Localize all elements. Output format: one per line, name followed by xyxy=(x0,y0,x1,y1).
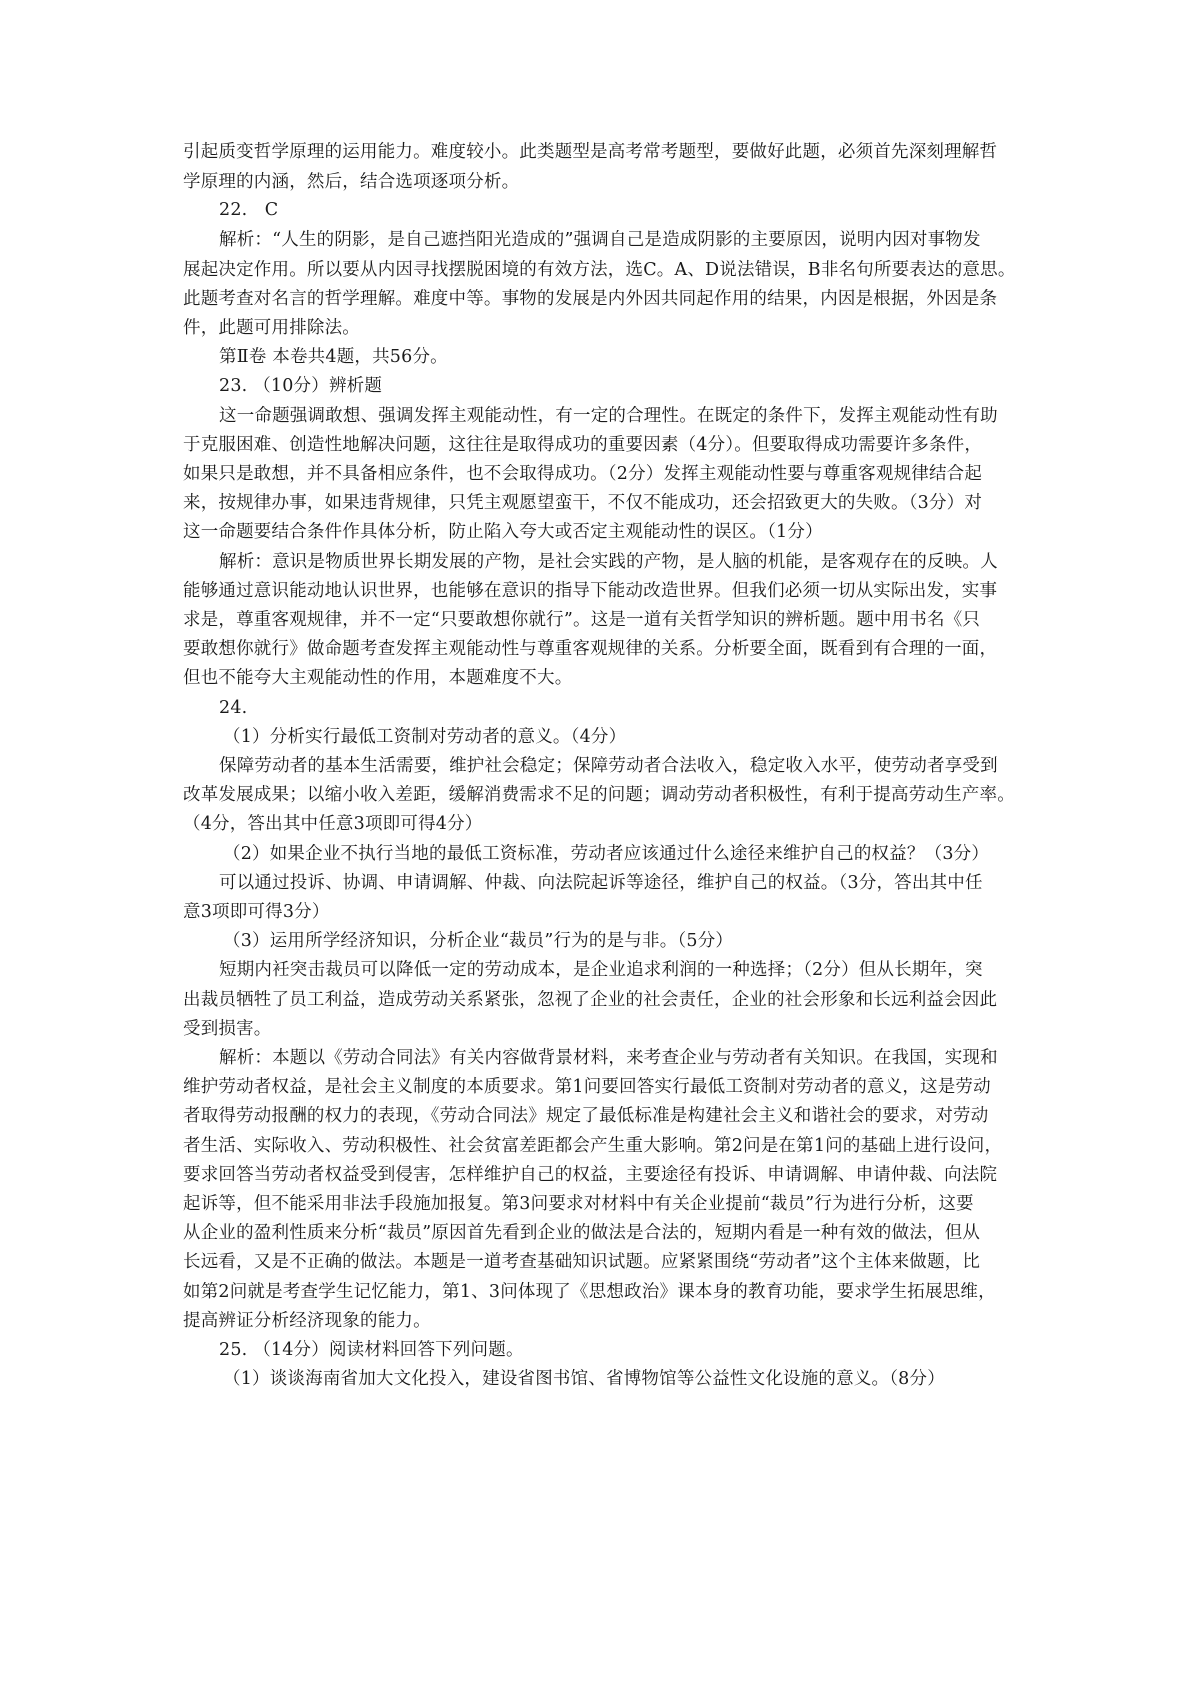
text-line: 于克服困难、创造性地解决问题，这往往是取得成功的重要因素（4分）。但要取得成功需要许多条件， xyxy=(183,435,983,455)
text-line: 如第2问就是考查学生记忆能力，第1、3问体现了《思想政治》课本身的教育功能，要求学生拓展思维， xyxy=(183,1282,996,1302)
text-line: 这一命题强调敢想、强调发挥主观能动性，有一定的合理性。在既定的条件下，发挥主观能动性有助 xyxy=(219,406,998,426)
text-line: 如果只是敢想，并不具备相应条件，也不会取得成功。（2分）发挥主观能动性要与尊重客观规律结合起 xyxy=(183,464,983,484)
text-line: 短期内衽突击裁员可以降低一定的劳动成本，是企业追求利润的一种选择；（2分）但从长期年，突 xyxy=(219,960,983,980)
text-line: 起诉等，但不能采用非法手段施加报复。第3问要求对材料中有关企业提前“裁员”行为进行分析，这要 xyxy=(183,1194,974,1214)
text-line: 从企业的盈利性质来分析“裁员”原因首先看到企业的做法是合法的，短期内看是一种有效的做法，但从 xyxy=(183,1223,981,1243)
text-line: 长远看，又是不正确的做法。本题是一道考查基础知识试题。应紧紧围绕“劳动者”这个主体来做题，比 xyxy=(183,1252,981,1272)
text-line: 此题考查对名言的哲学理解。难度中等。事物的发展是内外因共同起作用的结果，内因是根据，外因是条 xyxy=(183,289,998,309)
text-line: 提高辨证分析经济现象的能力。 xyxy=(183,1311,431,1331)
text-line: 展起决定作用。所以要从内因寻找摆脱困境的有效方法，选C。A、D说法错误，B非名句所要表达的意思。 xyxy=(183,260,1016,280)
text-line: 学原理的内涵，然后，结合选项逐项分析。 xyxy=(183,172,520,192)
text-line: 维护劳动者权益，是社会主义制度的本质要求。第1问要回答实行最低工资制对劳动者的意义，这是劳动 xyxy=(183,1077,991,1097)
text-line: 求是，尊重客观规律，并不一定“只要敢想你就行”。这是一道有关哲学知识的辨析题。题中用书名《只 xyxy=(183,610,981,630)
text-line: 保障劳动者的基本生活需要，维护社会稳定；保障劳动者合法收入，稳定收入水平，使劳动者享受到 xyxy=(219,756,998,776)
sub-question: （1）分析实行最低工资制对劳动者的意义。（4分） xyxy=(223,727,627,747)
text-line: 意3项即可得3分） xyxy=(183,902,330,922)
question-number: 22. C xyxy=(219,200,279,220)
text-line: 这一命题要结合条件作具体分析，防止陷入夸大或否定主观能动性的误区。（1分） xyxy=(183,522,823,542)
question-heading: 23. （10分）辨析题 xyxy=(219,376,383,396)
text-line: 引起质变哲学原理的运用能力。难度较小。此类题型是高考常考题型，要做好此题，必须首先深刻理解哲 xyxy=(183,142,998,162)
text-line: 解析：意识是物质世界长期发展的产物，是社会实践的产物，是人脑的机能，是客观存在的反映。人 xyxy=(219,552,998,572)
text-line: 能够通过意识能动地认识世界，也能够在意识的指导下能动改造世界。但我们必须一切从实际出发，实事 xyxy=(183,581,998,601)
sub-question: （1）谈谈海南省加大文化投入，建设省图书馆、省博物馆等公益性文化设施的意义。（8分） xyxy=(223,1369,945,1389)
text-line: 要求回答当劳动者权益受到侵害，怎样维护自己的权益，主要途径有投诉、申请调解、申请仲裁、向法院 xyxy=(183,1165,998,1185)
question-heading: 25. （14分）阅读材料回答下列问题。 xyxy=(219,1340,524,1360)
text-line: 改革发展成果；以缩小收入差距，缓解消费需求不足的问题；调动劳动者积极性，有利于提高劳动生产率。 xyxy=(183,785,1015,805)
text-line: 但也不能夸大主观能动性的作用，本题难度不大。 xyxy=(183,668,573,688)
section-heading: 第Ⅱ卷 本卷共4题，共56分。 xyxy=(219,347,448,367)
text-line: 要敢想你就行》做命题考查发挥主观能动性与尊重客观规律的关系。分析要全面，既看到有合理的一面， xyxy=(183,639,998,659)
text-line: 者取得劳动报酬的权力的表现，《劳动合同法》规定了最低标准是构建社会主义和谐社会的要求，对劳动 xyxy=(183,1106,989,1126)
text-line: 解析：本题以《劳动合同法》有关内容做背景材料，来考查企业与劳动者有关知识。在我国，实现和 xyxy=(219,1048,998,1068)
sub-question: （3）运用所学经济知识，分析企业“裁员”行为的是与非。（5分） xyxy=(223,931,734,951)
question-number: 24. xyxy=(219,698,248,718)
text-line: （4分，答出其中任意3项即可得4分） xyxy=(183,814,483,834)
text-line: 来，按规律办事，如果违背规律，只凭主观愿望蛮干，不仅不能成功，还会招致更大的失败。（3分）对 xyxy=(183,493,983,513)
text-line: 件，此题可用排除法。 xyxy=(183,318,360,338)
text-line: 受到损害。 xyxy=(183,1019,272,1039)
text-line: 可以通过投诉、协调、申请调解、仲裁、向法院起诉等途径，维护自己的权益。（3分，答出其中任 xyxy=(219,873,983,893)
sub-question: （2）如果企业不执行当地的最低工资标准，劳动者应该通过什么途径来维护自己的权益？（3分） xyxy=(223,844,990,864)
text-line: 出裁员牺牲了员工利益，造成劳动关系紧张，忽视了企业的社会责任，企业的社会形象和长远利益会因此 xyxy=(183,990,998,1010)
text-line: 解析：“人生的阴影，是自己遮挡阳光造成的”强调自己是造成阴影的主要原因，说明内因对事物发 xyxy=(219,230,981,250)
text-line: 者生活、实际收入、劳动积极性、社会贫富差距都会产生重大影响。第2问是在第1问的基础上进行设问， xyxy=(183,1136,1003,1156)
